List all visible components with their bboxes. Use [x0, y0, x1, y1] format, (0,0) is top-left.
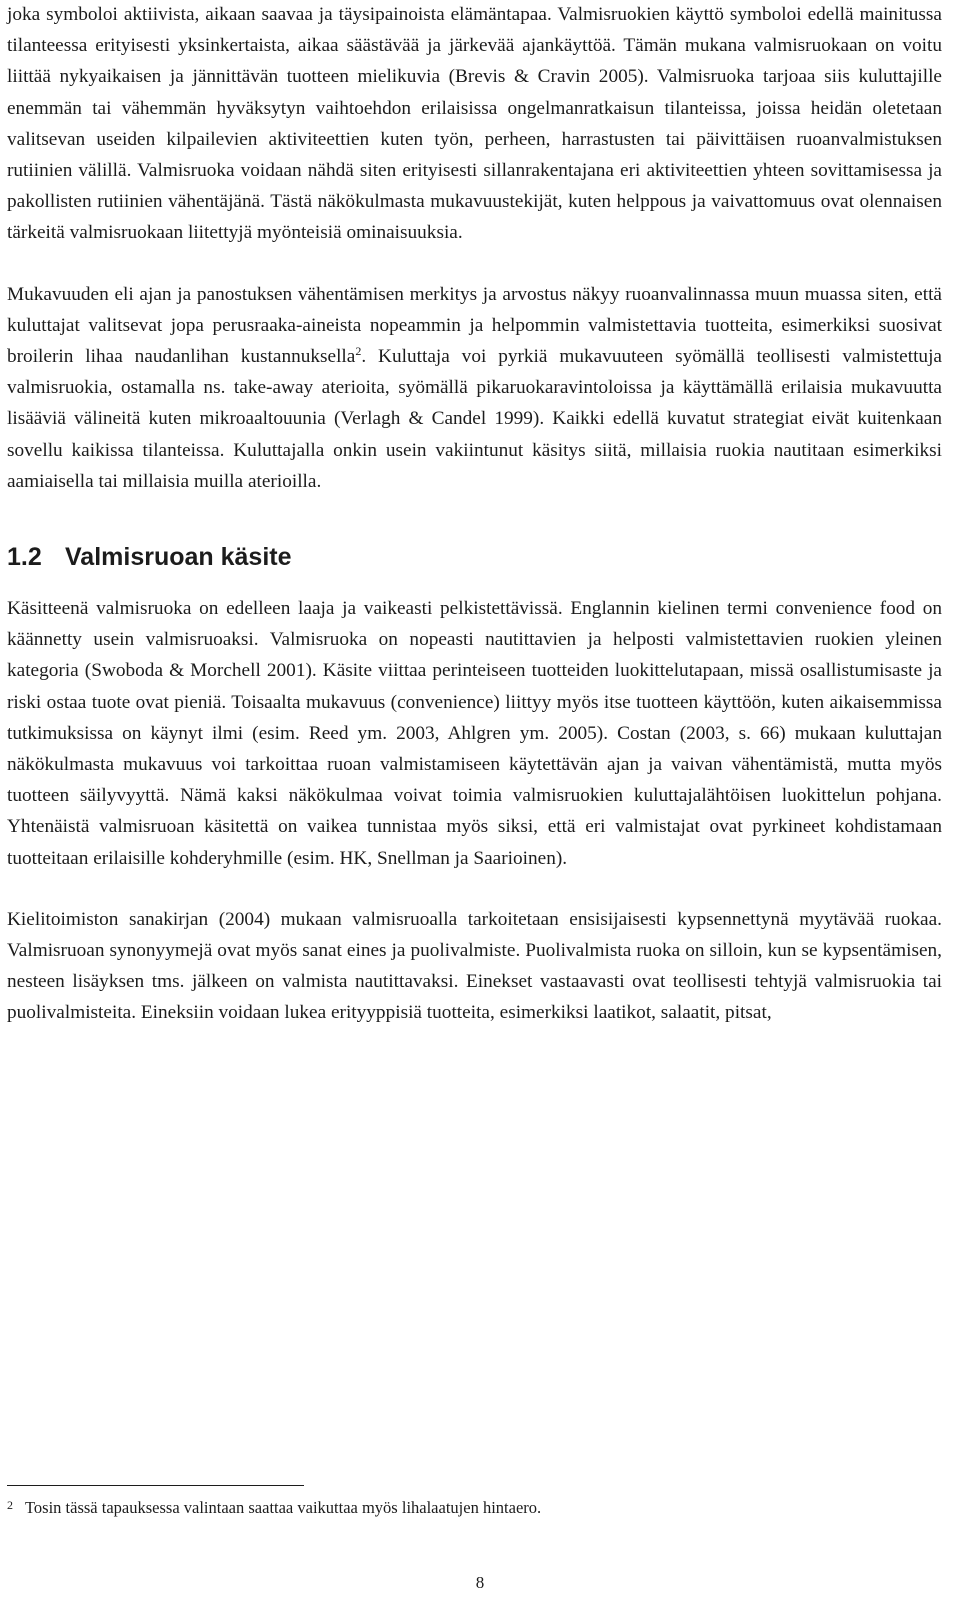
paragraph: Kielitoimiston sanakirjan (2004) mukaan valmisruoalla tarkoitetaan ensisijaisesti kypsennettynä myytävää ruokaa. Valmisruoan synonyymejä ovat myös sanat eines ja puolivalmiste. Puolivalmista ruoka on silloin, kun se kypsentämisen, nesteen lisäyksen tms. jälkeen on valmista nautittavaksi. Einekset vastaavasti ovat teollisesti tehtyjä valmisruokia tai puolivalmisteita. Eineksiin voidaan lukea erityyppisiä tuotteita, esimerkiksi laatikot, salaatit, pitsat, [7, 908, 942, 1024]
paragraph-text: . Kuluttaja voi pyrkiä mukavuuteen syömällä teollisesti valmistettuja valmisruokia, ostamalla ns. take-away aterioita, syömällä pikaruokaravintoloissa ja käyttämällä erilaisia mukavuutta lisääviä välineitä kuten mikroaaltouunia (Verlagh & Candel 1999). Kaikki edellä kuvatut strategiat eivät kuitenkaan sovellu kaikissa tilanteissa. Kuluttajalla onkin usein vakiintunut käsitys siitä, millaisia ruokia nautitaan esimerkiksi aamiaisella tai millaisia muilla aterioilla. [7, 346, 942, 492]
footnote-reference[interactable]: 2 [355, 344, 362, 359]
footnote [7, 1494, 942, 1519]
paragraph: joka symboloi aktiivista, aikaan saavaa ja täysipainoista elämäntapaa. Valmisruokien käyttö symboloi edellä mainitussa tilanteessa erityisesti yksinkertaista, aikaa säästävää ja järkevää ajankäyttöä. Tämän mukana valmisruokaan on voitu liittää nykyaikaisen ja jännittävän tuotteen mielikuvia (Brevis & Cravin 2005). Valmisruoka tarjoaa siis kuluttajille enemmän tai vähemmän hyväksytyn vaihtoehdon erilaisissa ongelmanratkaisun tilanteissa, joissa heidän oletetaan valitsevan useiden kilpailevien aktiviteettien kuten työn, perheen, harrastusten tai päivittäisen ruoanvalmistuksen rutiinien välillä. Valmisruoka voidaan nähdä siten erityisesti sillanrakentajana eri aktiviteettien yhteen sovittamisessa ja pakollisten rutiinien vähentäjänä. Tästä näkökulmasta mukavuustekijät, kuten helppous ja vaivattomuus ovat olennaisen tärkeitä valmisruokaan liitettyjä myönteisiä ominaisuuksia. [7, 4, 942, 244]
section-title: Valmisruoan käsite [65, 543, 292, 572]
footnote-divider [7, 1485, 304, 1486]
section-number: 1.2 [7, 543, 42, 572]
footnote-text: Tosin tässä tapauksessa valintaan saattaa vaikuttaa myös lihalaatujen hintaero. [25, 1498, 542, 1517]
section-heading [7, 539, 942, 575]
paragraph-text: Mukavuuden eli ajan ja panostuksen vähentämisen merkitys ja arvostus näkyy ruoanvalinnassa muun muassa siten, että kuluttajat valitsevat jopa perusraaka-aineista nopeammin ja helpommin valmistettavia tuotteita, esimerkiksi suosivat broilerin lihaa naudanlihan kustannuksella [7, 283, 942, 368]
page-body [7, 0, 942, 1029]
paragraph [7, 279, 942, 497]
page-number: 8 [475, 1573, 485, 1592]
paragraph: Käsitteenä valmisruoka on edelleen laaja ja vaikeasti pelkistettävissä. Englannin kielinen termi convenience food on käännetty usein valmisruoaksi. Valmisruoka on nopeasti nautittavien ja helposti valmistettavien ruokien yleinen kategoria (Swoboda & Morchell 2001). Käsite viittaa perinteiseen tuotteiden luokittelutapaan, missä osallistumisaste ja riski ostaa tuote ovat pieniä. Toisaalta mukavuus (convenience) liittyy myös itse tuotteen käyttöön, kuten aikaisemmissa tutkimuksissa on käynyt ilmi (esim. Reed ym. 2003, Ahlgren ym. 2005). Costan (2003, s. 66) mukaan kuluttajan näkökulmasta mukavuus voi tarkoittaa ruoan valmistamiseen käytettävän ajan ja vaivan vähentämistä, mutta myös tuotteen säilyvyyttä. Nämä kaksi näkökulmaa voivat toimia valmisruokien kuluttajalähtöisen luokittelun pohjana. Yhtenäistä valmisruoan käsitettä on vaikea tunnistaa myös siksi, että eri valmistajat ovat pyrkineet kohdistamaan tuotteitaan erilaisille kohderyhmille (esim. HK, Snellman ja Saarioinen). [7, 598, 942, 869]
footnote-mark: 2 [7, 1498, 13, 1512]
